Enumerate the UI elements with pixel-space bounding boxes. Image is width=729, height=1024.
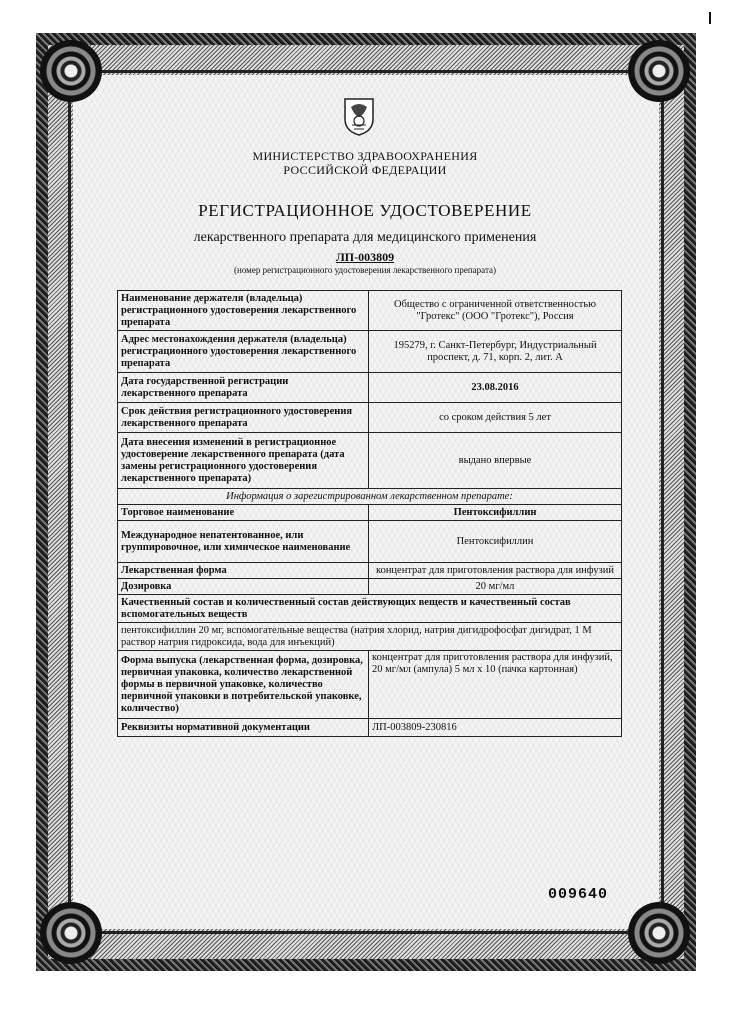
- table-row: [118, 505, 622, 521]
- document-title: РЕГИСТРАЦИОННОЕ УДОСТОВЕРЕНИЕ: [198, 201, 532, 220]
- table-row: [118, 331, 622, 373]
- table-row: [118, 521, 622, 563]
- ministry-name-line2: РОССИЙСКОЙ ФЕДЕРАЦИИ: [283, 163, 447, 177]
- address-value: 195279, г. Санкт-Петербург, Индустриальный проспект, д. 71, корп. 2, лит. А: [369, 331, 622, 373]
- corner-rosette-icon: [40, 902, 102, 964]
- dosage-label: Дозировка: [118, 579, 369, 595]
- table-row: [118, 651, 622, 719]
- table-row: [118, 595, 622, 623]
- registration-number-caption: (номер регистрационного удостоверения лекарственного препарата): [234, 265, 496, 275]
- inn-label: Международное непатентованное, или группировочное, или химическое наименование: [118, 521, 369, 563]
- corner-rosette-icon: [628, 40, 690, 102]
- changes-label: Дата внесения изменений в регистрационное удостоверение лекарственного препарата (дата замены регистрационного удостоверения лекарственного препарата): [118, 433, 369, 489]
- coat-of-arms-icon: [342, 95, 376, 137]
- dosage-value: 20 мг/мл: [369, 579, 622, 595]
- requisites-label: Реквизиты нормативной документации: [118, 719, 369, 737]
- info-section-header: Информация о зарегистрированном лекарственном препарате:: [118, 489, 622, 505]
- holder-value: Общество с ограниченной ответственностью "Гротекс" (ООО "Гротекс"), Россия: [369, 291, 622, 331]
- table-row: [118, 719, 622, 737]
- document-subtitle: лекарственного препарата для медицинского применения: [193, 230, 537, 245]
- requisites-value: ЛП-003809-230816: [369, 719, 622, 737]
- scan-mark: [709, 12, 711, 24]
- package-value: концентрат для приготовления раствора для инфузий, 20 мг/мл (ампула) 5 мл х 10 (пачка картонная): [369, 651, 622, 719]
- package-label: Форма выпуска (лекарственная форма, дозировка, первичная упаковка, количество лекарственной формы в первичной упаковке, количество первичной упаковки в потребительской упаковке, количество): [118, 651, 369, 719]
- inn-value: Пентоксифиллин: [369, 521, 622, 563]
- reg-date-label: Дата государственной регистрации лекарственного препарата: [118, 373, 369, 403]
- table-row: [118, 403, 622, 433]
- validity-value: со сроком действия 5 лет: [369, 403, 622, 433]
- form-value: концентрат для приготовления раствора для инфузий: [369, 563, 622, 579]
- trade-name-label: Торговое наименование: [118, 505, 369, 521]
- table-row: [118, 489, 622, 505]
- form-label: Лекарственная форма: [118, 563, 369, 579]
- table-row: [118, 623, 622, 651]
- reg-date-value: 23.08.2016: [369, 373, 622, 403]
- table-row: [118, 291, 622, 331]
- table-row: [118, 373, 622, 403]
- registration-details-table: [117, 290, 622, 737]
- composition-label: Качественный состав и количественный состав действующих веществ и качественный состав вспомогательных веществ: [118, 595, 622, 623]
- registration-number: ЛП-003809: [335, 250, 395, 264]
- validity-label: Срок действия регистрационного удостоверения лекарственного препарата: [118, 403, 369, 433]
- address-label: Адрес местонахождения держателя (владельца) регистрационного удостоверения лекарственного препарата: [118, 331, 369, 373]
- table-row: [118, 433, 622, 489]
- corner-rosette-icon: [40, 40, 102, 102]
- changes-value: выдано впервые: [369, 433, 622, 489]
- table-row: [118, 579, 622, 595]
- holder-label: Наименование держателя (владельца) регистрационного удостоверения лекарственного препарата: [118, 291, 369, 331]
- trade-name-value: Пентоксифиллин: [369, 505, 622, 521]
- ministry-name-line1: МИНИСТЕРСТВО ЗДРАВООХРАНЕНИЯ: [252, 149, 478, 163]
- serial-number: 009640: [548, 886, 609, 903]
- composition-value: пентоксифиллин 20 мг, вспомогательные вещества (натрия хлорид, натрия дигидрофосфат дигидрат, 1 М раствор натрия гидроксида, вода для инъекций): [118, 623, 622, 651]
- table-row: [118, 563, 622, 579]
- corner-rosette-icon: [628, 902, 690, 964]
